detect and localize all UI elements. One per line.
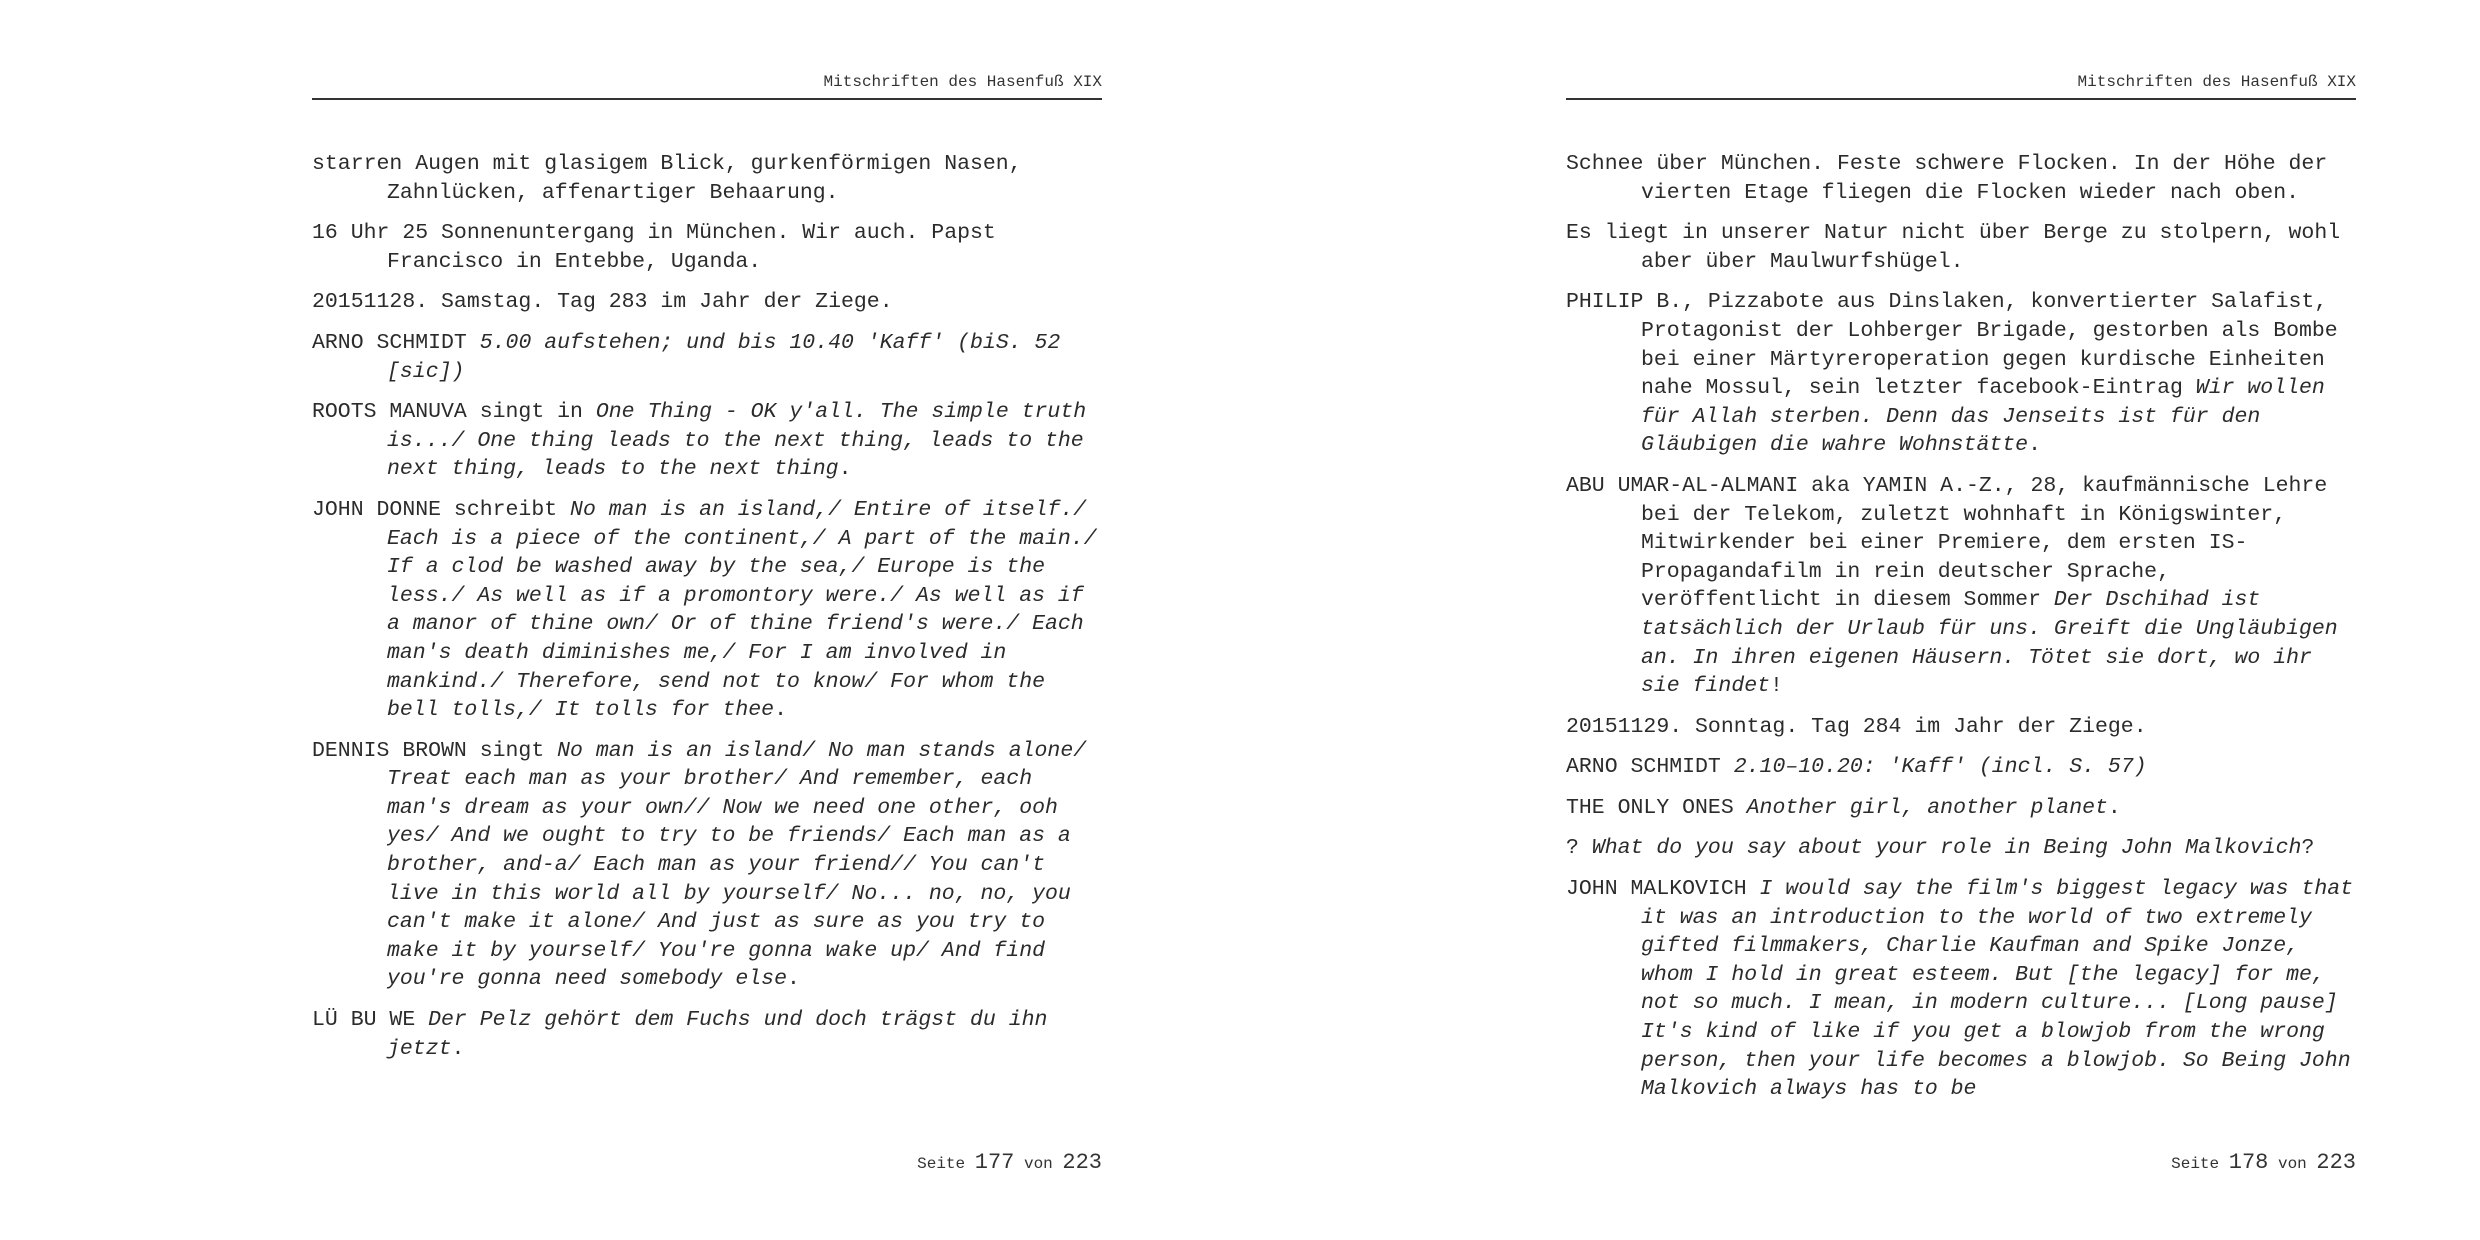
entry-text: .	[774, 698, 787, 723]
entry-paragraph	[312, 150, 1102, 207]
page-number: 177	[974, 1150, 1015, 1175]
entry-paragraph	[1566, 219, 2356, 276]
footer-separator: von	[1023, 1155, 1053, 1173]
entry-paragraph	[1566, 834, 2356, 863]
footer-separator: von	[2277, 1155, 2307, 1173]
page-footer	[2171, 1150, 2356, 1177]
quote-text: 2.10–10.20: 'Kaff' (incl. S. 57)	[1733, 755, 2147, 780]
entry-paragraph	[312, 288, 1102, 317]
entry-paragraph	[312, 398, 1102, 484]
entry-paragraph	[1566, 794, 2356, 823]
entry-text: .	[2028, 433, 2041, 458]
entry-paragraph	[312, 1006, 1102, 1063]
entry-text: ?	[1566, 836, 1592, 861]
footer-prefix: Seite	[917, 1155, 966, 1173]
page-header: Mitschriften des Hasenfuß XIX	[1566, 72, 2356, 100]
entry-paragraph	[312, 737, 1102, 994]
entry-paragraph	[312, 329, 1102, 386]
entry-text: .	[451, 1036, 465, 1061]
entry-paragraph	[312, 496, 1102, 725]
right-page	[1566, 0, 2356, 1240]
quote-text: Der Pelz gehört dem Fuchs und doch trägst du ihn jetzt	[387, 1008, 1048, 1061]
entry-text: starren Augen mit glasigem Blick, gurkenförmigen Nasen, Zahnlücken, affenartiger Behaarung.	[312, 152, 1022, 205]
entry-text: ROOTS MANUVA singt in	[312, 400, 596, 425]
quote-text: No man is an island,/ Entire of itself./ Each is a piece of the continent,/ A part of the main./ If a clod be washed away by the sea,/ Europe is the less./ As well as if a promontory were./ As well as if a manor of thine own/ Or of thine friend's were./ Each man's death diminishes me,/ For I am involved in mankind./ Therefore, send not to know/ For whom the bell tolls,/ It tolls for thee	[387, 497, 1097, 723]
entry-text: .	[786, 967, 800, 992]
quote-text: I would say the film's biggest legacy was that it was an introduction to the world of two extremely gifted filmmakers, Charlie Kaufman and Spike Jonze, whom I hold in great esteem. But [the legacy] for me, not so much. I mean, in modern culture... [Long pause] It's kind of like if you get a blowjob from the wrong person, then your life becomes a blowjob. So Being John Malkovich always has to be	[1641, 877, 2354, 1102]
page-header: Mitschriften des Hasenfuß XIX	[312, 72, 1102, 100]
quote-text: 5.00 aufstehen; und bis 10.40 'Kaff' (biS. 52 [sic])	[387, 330, 1061, 384]
quote-text: Der Dschihad ist tatsächlich der Urlaub für uns. Greift die Ungläubigen an. In ihren eigenen Häusern. Tötet sie dort, wo ihr sie findet	[1641, 588, 2338, 699]
entry-paragraph	[1566, 753, 2356, 782]
entry-text: 20151129. Sonntag. Tag 284 im Jahr der Ziege.	[1566, 714, 2147, 739]
page-total: 223	[1062, 1150, 1102, 1175]
entry-text: PHILIP B., Pizzabote aus Dinslaken, konvertierter Salafist, Protagonist der Lohberger Brigade, gestorben als Bombe bei einer Märtyreroperation gegen kurdische Einheiten nahe Mossul, sein letzter facebook-Eintrag	[1566, 290, 2338, 401]
entry-text: ABU UMAR-AL-ALMANI aka YAMIN A.-Z., 28, kaufmännische Lehre bei der Telekom, zuletzt wohnhaft in Königswinter, Mitwirkender bei einer Premiere, dem ersten IS-Propagandafilm in rein deutscher Sprache, veröffentlicht in diesem Sommer	[1566, 473, 2328, 613]
entry-paragraph	[1566, 713, 2356, 742]
entry-paragraph	[1566, 288, 2356, 460]
entry-text: ARNO SCHMIDT	[312, 330, 480, 355]
entry-paragraph	[1566, 150, 2356, 207]
entry-text: ?	[2301, 836, 2315, 861]
entry-text: DENNIS BROWN singt	[312, 738, 558, 763]
entry-text: JOHN MALKOVICH	[1566, 877, 1760, 902]
page-body	[1566, 150, 2356, 1116]
entry-paragraph	[1566, 875, 2356, 1104]
entry-text: 16 Uhr 25 Sonnenuntergang in München. Wir auch. Papst Francisco in Entebbe, Uganda.	[312, 221, 996, 274]
entry-text: .	[838, 457, 852, 482]
quote-text: No man is an island/ No man stands alone/ Treat each man as your brother/ And remember, each man's dream as your own// Now we need one other, ooh yes/ And we ought to try to be friends/ Each man as a brother, and-a/ Each man as your friend// You can't live in this world all by yourself/ No... no, no, you can't make it alone/ And just as sure as you try to make it by yourself/ You're gonna wake up/ And find you're gonna need somebody else	[387, 738, 1087, 992]
quote-text: One Thing - OK y'all. The simple truth is.../ One thing leads to the next thing, leads to the next thing, leads to the next thing	[387, 400, 1087, 482]
entry-paragraph	[1566, 472, 2356, 701]
entry-paragraph	[312, 219, 1102, 276]
footer-prefix: Seite	[2171, 1155, 2220, 1173]
page-body	[312, 150, 1102, 1075]
quote-text: Another girl, another planet	[1746, 795, 2108, 820]
entry-text: ARNO SCHMIDT	[1566, 755, 1734, 780]
entry-text: 20151128. Samstag. Tag 283 im Jahr der Ziege.	[312, 290, 893, 315]
left-page	[312, 0, 1102, 1240]
entry-text: .	[2107, 795, 2121, 820]
entry-text: LÜ BU WE	[312, 1008, 429, 1033]
entry-text: THE ONLY ONES	[1566, 795, 1747, 820]
entry-text: !	[1770, 674, 1783, 699]
page-total: 223	[2316, 1150, 2356, 1175]
quote-text: What do you say about your role in Being John Malkovich	[1591, 836, 2302, 861]
entry-text: JOHN DONNE schreibt	[312, 497, 571, 522]
quote-text: Wir wollen für Allah sterben. Denn das Jenseits ist für den Gläubigen die wahre Wohnstätte	[1641, 376, 2325, 458]
page-footer	[917, 1150, 1102, 1177]
entry-text: Schnee über München. Feste schwere Flocken. In der Höhe der vierten Etage fliegen die Flocken wieder nach oben.	[1566, 152, 2328, 205]
entry-text: Es liegt in unserer Natur nicht über Berge zu stolpern, wohl aber über Maulwurfshügel.	[1566, 221, 2341, 274]
page-number: 178	[2228, 1150, 2269, 1175]
